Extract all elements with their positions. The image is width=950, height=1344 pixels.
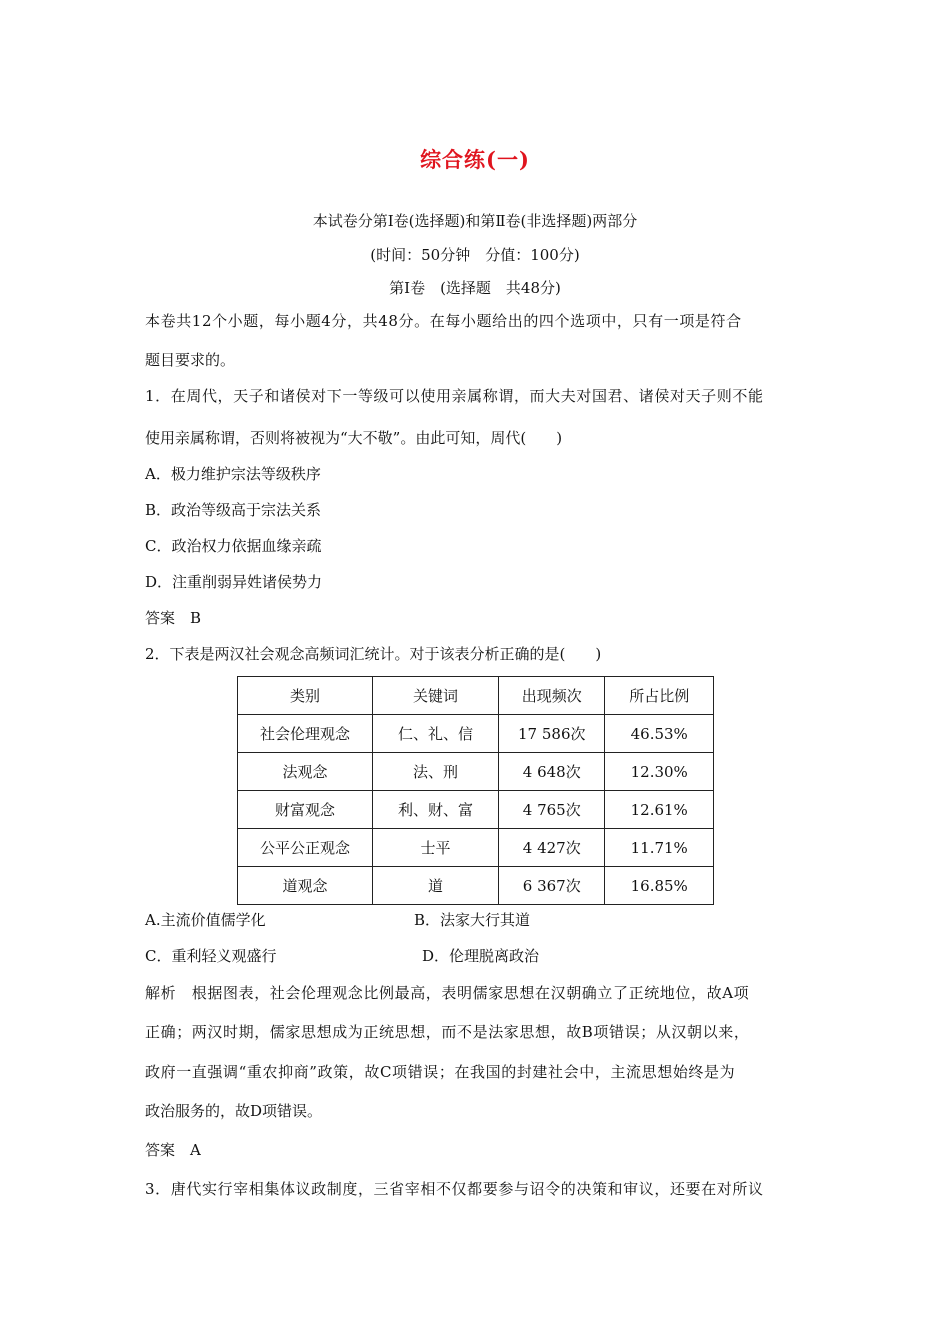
table-row [238,715,714,753]
table-cell: 法观念 [238,753,373,791]
table-cell: 12.61% [605,791,714,829]
table-cell: 16.85% [605,867,714,905]
table-row [238,753,714,791]
table-cell: 4 648次 [499,753,605,791]
q1-stem-line2: 使用亲属称谓，否则将被视为“大不敬”。由此可知，周代( ) [145,429,563,447]
q2-option-b: B．法家大行其道 [414,911,531,929]
table-cell: 17 586次 [499,715,605,753]
table-header-cell: 关键词 [372,677,498,715]
table-header-cell: 类别 [238,677,373,715]
q1-answer: 答案 B [145,609,202,627]
table-cell: 道 [372,867,498,905]
table-cell: 道观念 [238,867,373,905]
table-cell: 法、刑 [372,753,498,791]
table-cell: 6 367次 [499,867,605,905]
table-row [238,867,714,905]
table-cell: 公平公正观念 [238,829,373,867]
table-cell: 4 427次 [499,829,605,867]
q1-option-a: A．极力维护宗法等级秩序 [145,465,321,483]
table-header-cell: 所占比例 [605,677,714,715]
instructions-line1: 本卷共12个小题，每小题4分，共48分。在每小题给出的四个选项中，只有一项是符合 [145,312,742,330]
table-header-cell: 出现频次 [499,677,605,715]
table-cell: 11.71% [605,829,714,867]
q1-option-d: D．注重削弱异姓诸侯势力 [145,573,323,591]
table-cell: 仁、礼、信 [372,715,498,753]
q2-option-c: C．重利轻义观盛行 [145,947,277,965]
table-cell: 4 765次 [499,791,605,829]
table-header-row [238,677,714,715]
table-cell: 社会伦理观念 [238,715,373,753]
q2-stem: 2．下表是两汉社会观念高频词汇统计。对于该表分析正确的是( ) [145,645,602,663]
table-cell: 46.53% [605,715,714,753]
exam-intro: 本试卷分第Ⅰ卷(选择题)和第Ⅱ卷(非选择题)两部分 [312,212,638,230]
q1-stem-line1: 1．在周代，天子和诸侯对下一等级可以使用亲属称谓，而大夫对国君、诸侯对天子则不能 [145,387,764,405]
q2-analysis-line1: 解析 根据图表，社会伦理观念比例最高，表明儒家思想在汉朝确立了正统地位，故A项 [145,984,750,1002]
q2-analysis-line4: 政治服务的，故D项错误。 [145,1102,323,1120]
q2-analysis-line3: 政府一直强调“重农抑商”政策，故C项错误；在我国的封建社会中，主流思想始终是为 [145,1063,736,1081]
q2-answer: 答案 A [145,1141,201,1159]
page-title: 综合练(一) [420,147,530,172]
part1-heading: 第Ⅰ卷 (选择题 共48分) [389,279,561,297]
statistics-table [237,676,714,905]
table-row [238,829,714,867]
q1-option-b: B．政治等级高于宗法关系 [145,501,322,519]
q2-option-a: A.主流价值儒学化 [145,911,266,929]
time-score: (时间：50分钟 分值：100分) [370,246,580,264]
q1-option-c: C．政治权力依据血缘亲疏 [145,537,322,555]
table-row [238,791,714,829]
q2-analysis-line2: 正确；两汉时期，儒家思想成为正统思想，而不是法家思想，故B项错误；从汉朝以来， [145,1023,750,1041]
instructions-line2: 题目要求的。 [145,351,236,369]
table-cell: 利、财、富 [372,791,498,829]
table-cell: 12.30% [605,753,714,791]
q2-option-d: D．伦理脱离政治 [422,947,540,965]
table-cell: 财富观念 [238,791,373,829]
table-cell: 士平 [372,829,498,867]
q3-stem-line1: 3．唐代实行宰相集体议政制度，三省宰相不仅都要参与诏令的决策和审议，还要在对所议 [145,1180,764,1198]
